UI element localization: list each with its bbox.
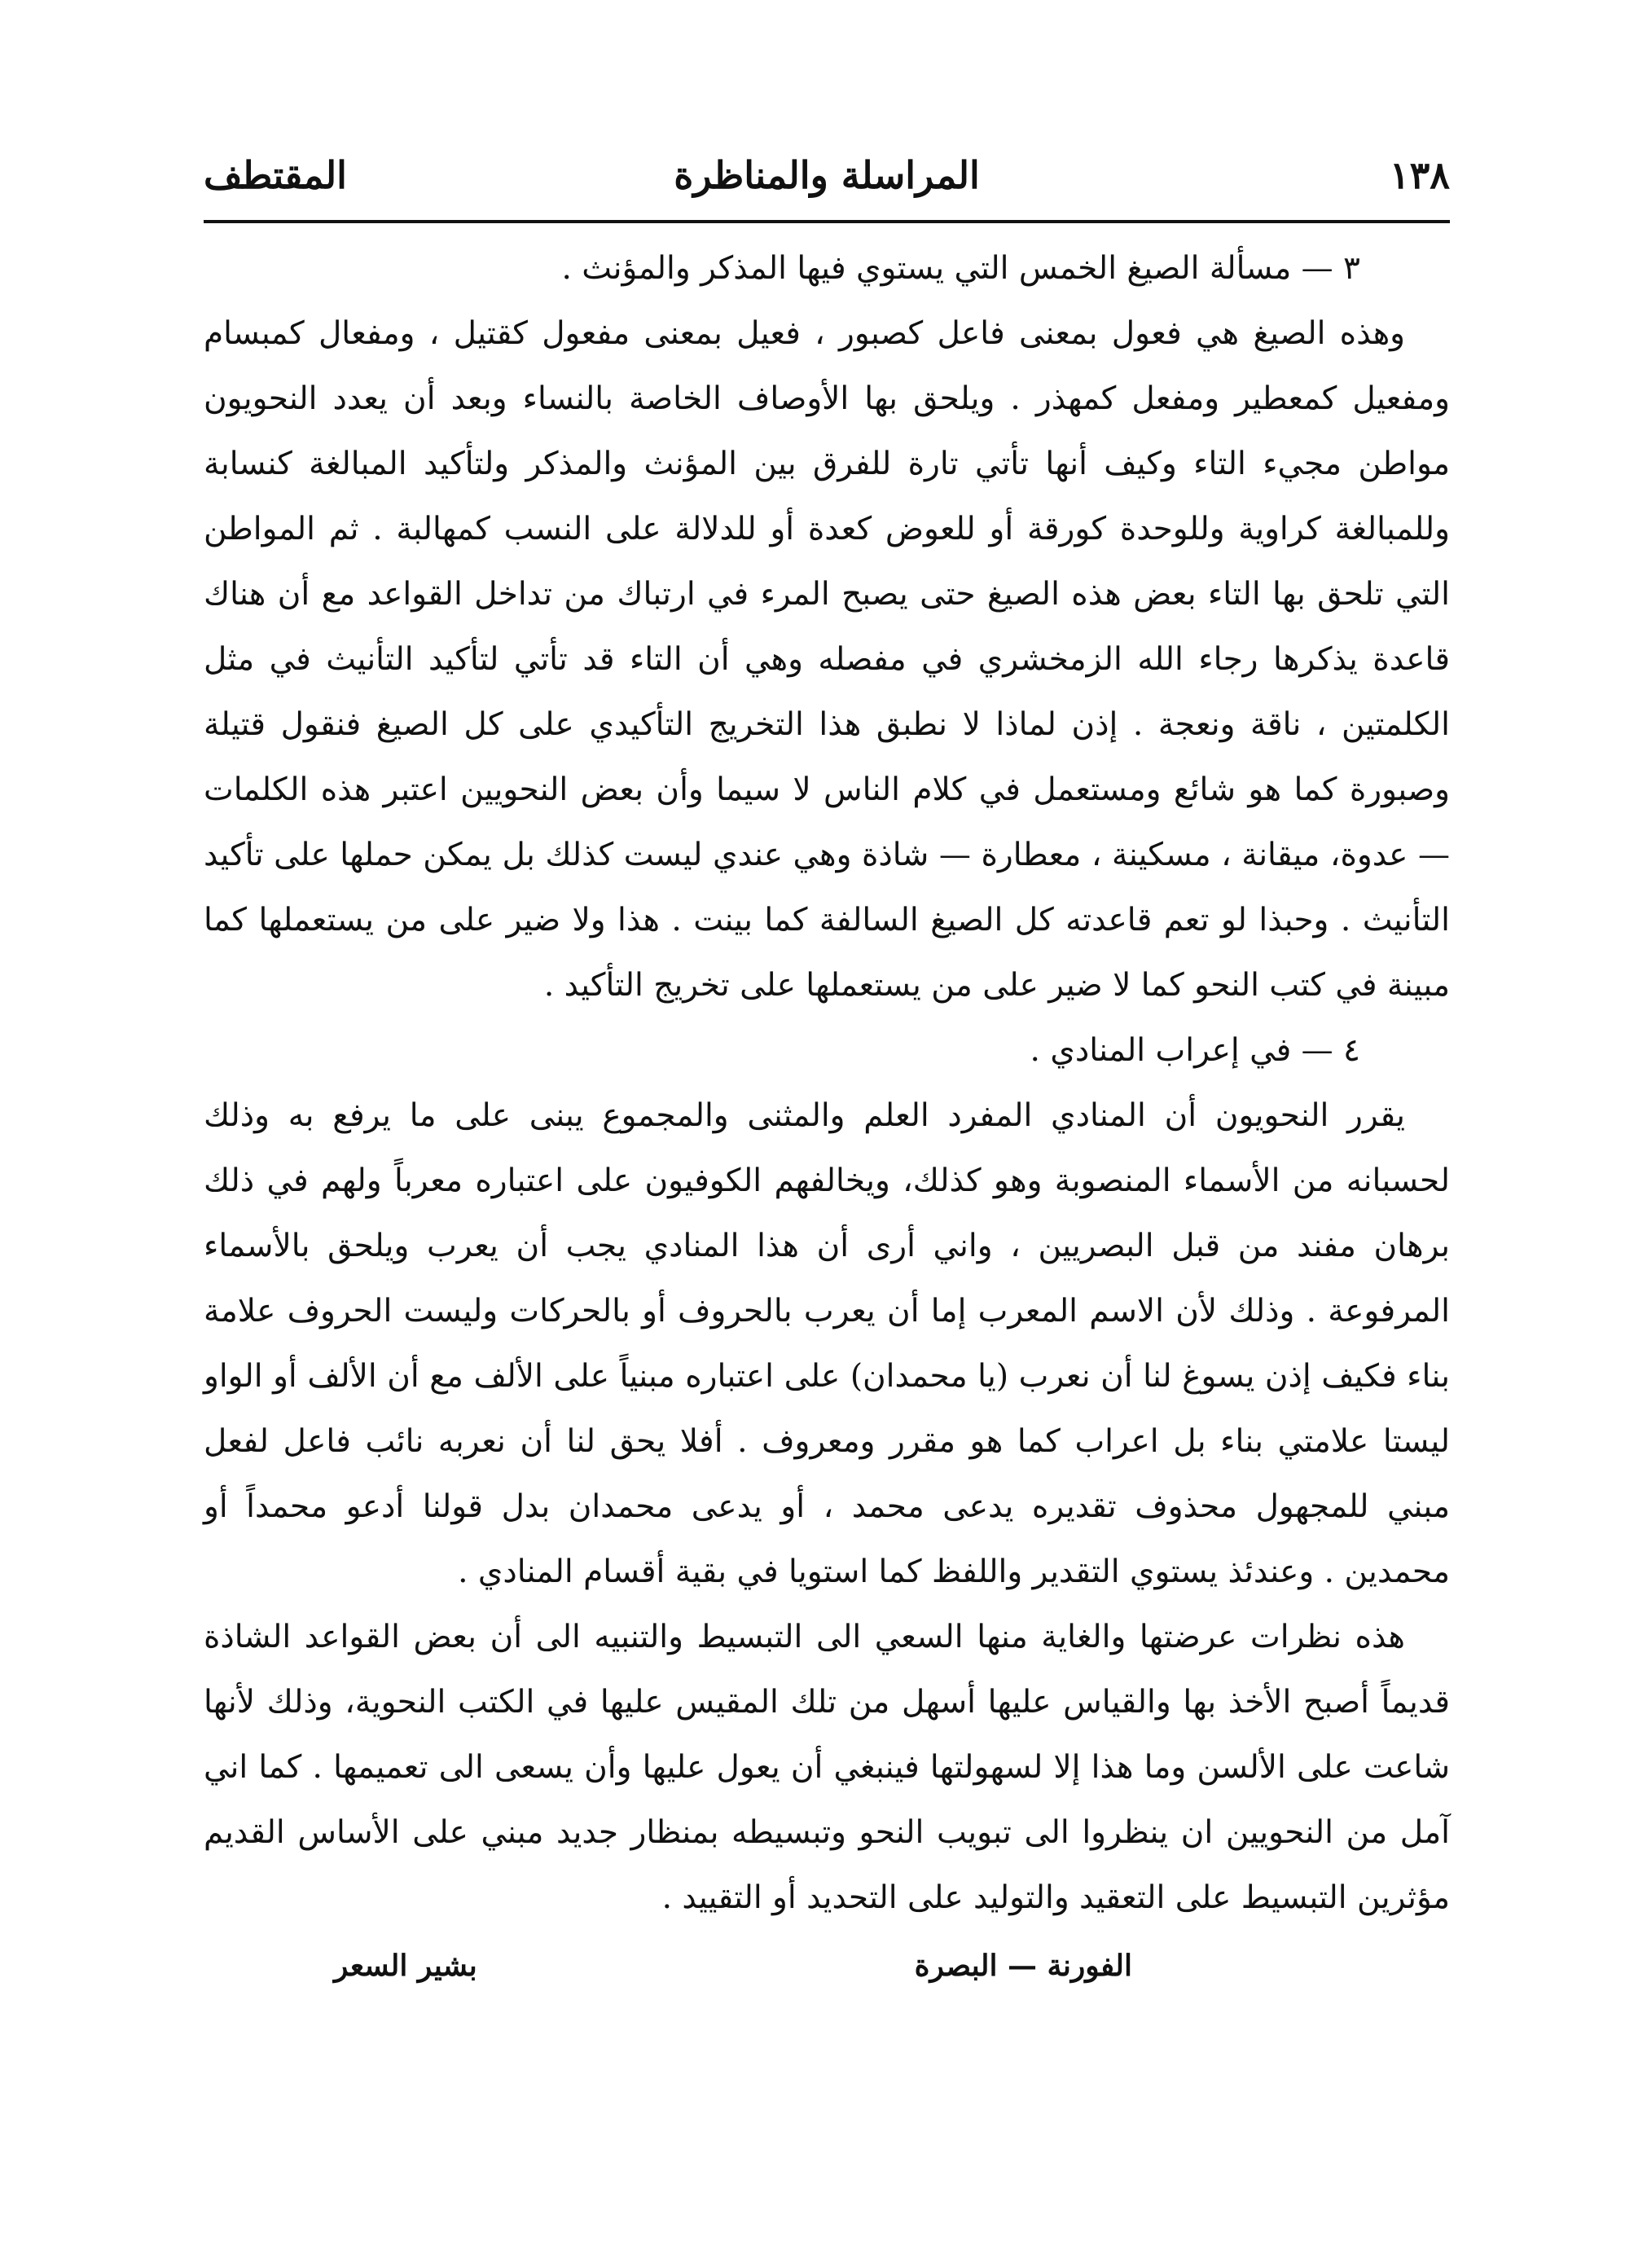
article-body [204, 236, 1450, 1931]
paragraph: يقرر النحويون أن المنادي المفرد العلم والمثنى والمجموع يبنى على ما يرفع به وذلك لحسبانه من الأسماء المنصوبة وهو كذلك، ويخالفهم الكوفيون على اعتباره معرباً ولهم في ذلك برهان مفند من قبل البصريين ، واني أرى أن هذا المنادي يجب أن يعرب ويلحق بالأسماء المرفوعة . وذلك لأن الاسم المعرب إما أن يعرب بالحروف أو بالحركات وليست الحروف علامة بناء فكيف إذن يسوغ لنا أن نعرب (يا محمدان) على اعتباره مبنياً على الألف مع أن الألف أو الواو ليستا علامتي بناء بل اعراب كما هو مقرر ومعروف . أفلا يحق لنا أن نعربه نائب فاعل لفعل مبني للمجهول محذوف تقديره يدعى محمد ، أو يدعى محمدان بدل قولنا أدعو محمداً أو محمدين . وعندئذ يستوي التقدير واللفظ كما استويا في بقية أقسام المنادي . [204, 1097, 1450, 1590]
running-title: المراسلة والمناظرة [674, 153, 980, 197]
page-number: ١٣٨ [1389, 153, 1450, 197]
section-heading: ٣ — مسألة الصيغ الخمس التي يستوي فيها المذكر والمؤنث . [561, 250, 1360, 287]
journal-page [204, 130, 1450, 2183]
paragraph: وهذه الصيغ هي فعول بمعنى فاعل كصبور ، فعيل بمعنى مفعول كقتيل ، ومفعال كمبسام ومفعيل كمعطير ومفعل كمهذر . ويلحق بها الأوصاف الخاصة بالنساء وبعد أن يعدد النحويون مواطن مجيء التاء وكيف أنها تأتي تارة للفرق بين المؤنث والمذكر ولتأكيد المبالغة كنسابة وللمبالغة كراوية وللوحدة كورقة أو للعوض كعدة أو للدلالة على النسب كمهالبة . ثم المواطن التي تلحق بها التاء بعض هذه الصيغ حتى يصبح المرء في ارتباك من تداخل القواعد مع أن هناك قاعدة يذكرها رجاء الله الزمخشري في مفصله وهي أن التاء قد تأتي لتأكيد التأنيث في مثل الكلمتين ، ناقة ونعجة . إذن لماذا لا نطبق هذا التخريج التأكيدي على كل الصيغ فنقول قتيلة وصبورة كما هو شائع ومستعمل في كلام الناس لا سيما وأن بعض النحويين اعتبر هذه الكلمات — عدوة، ميقانة ، مسكينة ، معطارة — شاذة وهي عندي ليست كذلك بل يمكن حملها على تأكيد التأنيث . وحبذا لو تعم قاعدته كل الصيغ السالفة كما بينت . هذا ولا ضير على من يستعملها كما مبينة في كتب النحو كما لا ضير على من يستعملها على تخريج التأكيد . [204, 315, 1451, 1004]
paragraph: هذه نظرات عرضتها والغاية منها السعي الى التبسيط والتنبيه الى أن بعض القواعد الشاذة قديماً أصبح الأخذ بها والقياس عليها أسهل من تلك المقيس عليها في الكتب النحوية، وذلك لأنها شاعت على الألسن وما هذا إلا لسهولتها فينبغي أن يعول عليها وأن يسعى الى تعميمها . كما اني آمل من النحويين ان ينظروا الى تبويب النحو وتبسيطه بمنظار جديد مبني على الأساس القديم مؤثرين التبسيط على التعقيد والتوليد على التحديد أو التقييد . [204, 1619, 1450, 1916]
author-location: الفورنة — البصرة [914, 1949, 1132, 1983]
article-signature [204, 1949, 1450, 1998]
journal-name: المقتطف [204, 153, 347, 197]
page-header [204, 130, 1450, 223]
author-name: بشير السعر [334, 1949, 477, 1983]
section-heading: ٤ — في إعراب المنادي . [1030, 1032, 1360, 1069]
